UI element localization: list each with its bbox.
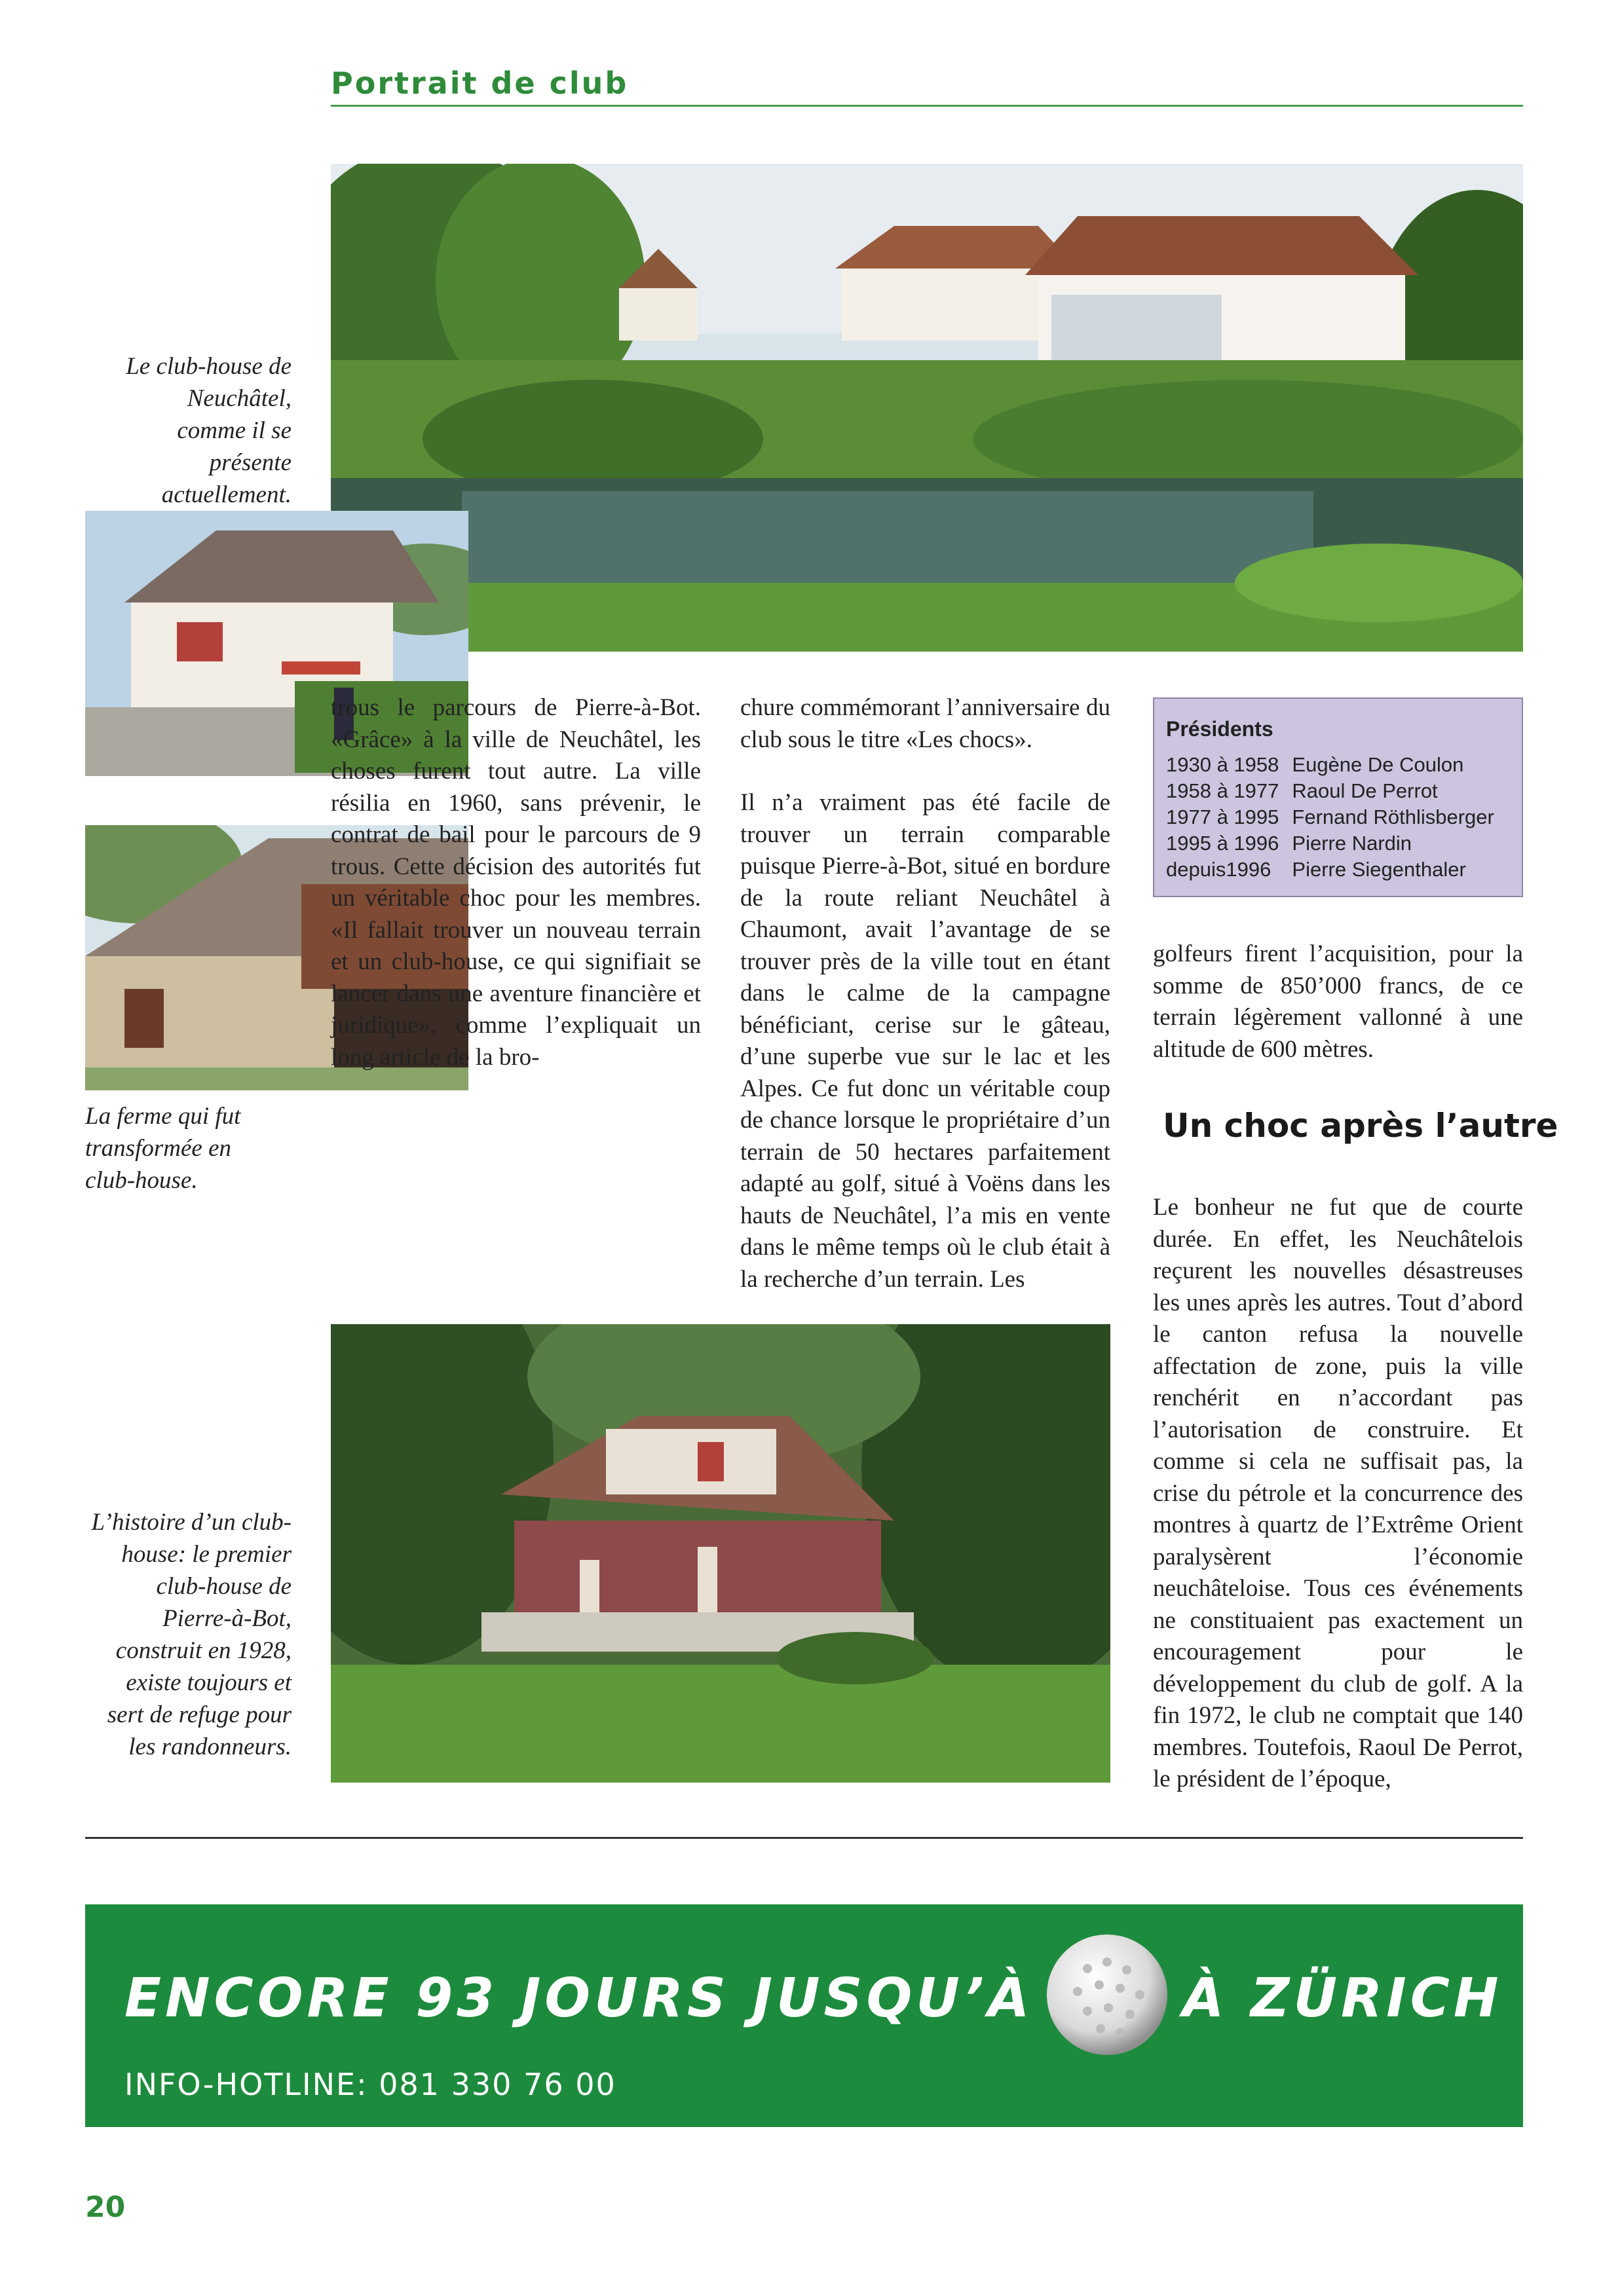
article-column-2: [740, 692, 1110, 1295]
president-name: Raoul De Perrot: [1292, 779, 1438, 802]
president-name: Pierre Nardin: [1292, 832, 1412, 855]
caption-clubhouse-current: Le club-house de Neuchâtel, comme il se présente actuellement.: [126, 353, 292, 508]
caption-farm: La ferme qui fut transformée en club-house.: [85, 1103, 241, 1194]
banner-headline-right: À ZÜRICH: [1182, 1967, 1503, 2029]
banner-hotline: INFO-HOTLINE: 081 330 76 00: [124, 2067, 616, 2102]
president-period: 1930 à 1958: [1166, 753, 1279, 776]
caption-history: L’histoire d’un club-house: le premier club-house de Pierre-à-Bot, construit en 1928, existe toujours et sert de refuge pour les randonneurs.: [91, 1509, 292, 1760]
subheading: Un choc après l’autre: [1163, 1107, 1558, 1145]
article-column-3-bottom: [1153, 1192, 1523, 1796]
page-number: 20: [85, 2191, 126, 2224]
president-period: 1977 à 1995: [1166, 805, 1279, 828]
column-2-paragraph-2: Il n’a vraiment pas été facile de trouver un terrain comparable puisque Pierre-à-Bot, situé en bordure de la route reliant Neuchâtel à Chaumont, avait l’avantage de se trouver près de la ville tout en étant dans le calme de la campagne bénéficiant, cerise sur le gâteau, d’une superbe vue sur le lac et les Alpes. Ce fut donc un véritable coup de chance lorsque le propriétaire d’un terrain de 50 hectares parfaitement adapté au golf, situé à Voëns dans les hauts de Neuchâtel, l’a mis en vente dans le même temps où le club était à la recherche d’un terrain. Les: [740, 789, 1110, 1293]
photo-clubhouse-current: [331, 164, 1523, 652]
section-title: Portrait de club: [331, 65, 629, 101]
column-1-text: trous le parcours de Pierre-à-Bot. «Grâce» à la ville de Neuchâtel, les choses furent tout autre. La ville résilia en 1960, sans prévenir, le contrat de bail pour le parcours de 9 trous. Cette décision des autorités fut un véritable choc pour les membres. «Il fallait trouver un nouveau terrain et un club-house, ce qui signifiait se lancer dans une aventure financière et juridique», comme l’expliquait un long article de la bro-: [331, 694, 701, 1071]
president-row: [1166, 857, 1507, 883]
article-column-1: [331, 692, 701, 1073]
presidents-table: [1166, 752, 1507, 883]
presidents-box: [1153, 697, 1523, 897]
header-rule: [331, 105, 1523, 107]
president-row: [1166, 830, 1507, 857]
ad-banner[interactable]: [85, 1904, 1523, 2127]
column-3-paragraph-2: Le bonheur ne fut que de courte durée. En effet, les Neuchâtelois reçurent les nouvelles désastreuses les unes après les autres. Tout d’abord le canton refusa la nouvelle affectation de zone, puis la ville renchérit en n’accordant pas l’autorisation de construire. Et comme si cela ne suffisait pas, la crise du pétrole et la concurrence des montres à quartz de l’Extrême Orient paralysèrent l’économie neuchâteloise. Tous ces événements ne constituaient pas exactement un encouragement pour le développement du club de golf. A la fin 1972, le club ne comptait que 140 membres. Toutefois, Raoul De Perrot, le président de l’époque,: [1153, 1194, 1523, 1792]
president-row: [1166, 778, 1507, 804]
president-row: [1166, 804, 1507, 830]
golf-ball-icon: [1042, 1929, 1173, 2060]
president-period: 1995 à 1996: [1166, 832, 1279, 855]
footer-rule: [85, 1837, 1523, 1839]
column-2-paragraph-1: chure commémorant l’anniversaire du club sous le titre «Les chocs».: [740, 694, 1110, 753]
president-row: [1166, 752, 1507, 778]
article-column-3-top: [1153, 938, 1523, 1065]
president-period: depuis1996: [1166, 858, 1271, 881]
president-name: Eugène De Coulon: [1292, 753, 1464, 776]
presidents-title: Présidents: [1166, 717, 1273, 741]
banner-headline-left: ENCORE 93 JOURS JUSQU’À: [124, 1967, 1034, 2029]
column-3-paragraph-1: golfeurs firent l’acquisition, pour la somme de 850’000 francs, de ce terrain légèrement vallonné à une altitude de 600 mètres.: [1153, 940, 1523, 1063]
president-name: Fernand Röthlisberger: [1292, 805, 1494, 828]
photo-first-clubhouse: [331, 1324, 1110, 1783]
president-period: 1958 à 1977: [1166, 779, 1279, 802]
president-name: Pierre Siegenthaler: [1292, 858, 1466, 881]
